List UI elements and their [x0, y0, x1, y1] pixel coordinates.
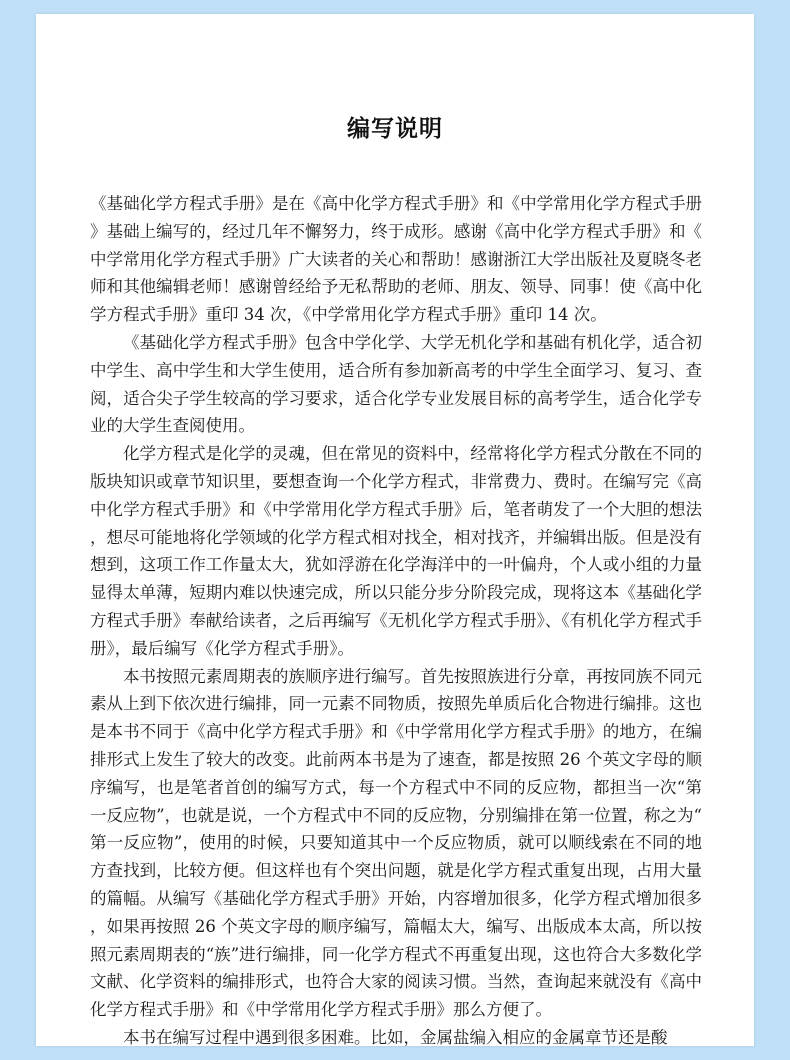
document-page	[36, 14, 754, 1046]
paragraph: 《基础化学方程式手册》是在《高中化学方程式手册》和《中学常用化学方程式手册》基础上编写的，经过几年不懈努力，终于成形。感谢《高中化学方程式手册》和《中学常用化学方程式手册》广大读者的关心和帮助！感谢浙江大学出版社及夏晓冬老师和其他编辑老师！感谢曾经给予无私帮助的老师、朋友、领导、同事！使《高中化学方程式手册》重印 34 次，《中学常用化学方程式手册》重印 14 次。	[90, 194, 702, 325]
paragraph: 化学方程式是化学的灵魂，但在常见的资料中，经常将化学方程式分散在不同的版块知识或章节知识里，要想查询一个化学方程式，非常费力、费时。在编写完《高中化学方程式手册》和《中学常用化学方程式手册》后，笔者萌发了一个大胆的想法，想尽可能地将化学领域的化学方程式相对找全，相对找齐，并编辑出版。但是没有想到，这项工作工作量太大，犹如浮游在化学海洋中的一叶偏舟，个人或小组的力量显得太单薄，短期内难以快速完成，所以只能分步分阶段完成，现将这本《基础化学方程式手册》奉献给读者，之后再编写《无机化学方程式手册》、《有机化学方程式手册》，最后编写《化学方程式手册》。	[90, 444, 702, 658]
paragraph: 本书在编写过程中遇到很多困难。比如，金属盐编入相应的金属章节还是酸	[123, 1027, 668, 1046]
page-title: 编写说明	[347, 116, 443, 142]
document-body	[90, 190, 702, 1046]
paragraph: 本书按照元素周期表的族顺序进行编写。首先按照族进行分章，再按同族不同元素从上到下依次进行编排，同一元素不同物质，按照先单质后化合物进行编排。这也是本书不同于《高中化学方程式手册》和《中学常用化学方程式手册》的地方，在编排形式上发生了较大的改变。此前两本书是为了速查，都是按照 26 个英文字母的顺序编写，也是笔者首创的编写方式，每一个方程式中不同的反应物，都担当一次“第一反应物”，也就是说，一个方程式中不同的反应物，分别编排在第一位置，称之为“第一反应物”，使用的时候，只要知道其中一个反应物质，就可以顺线索在不同的地方查找到，比较方便。但这样也有个突出问题，就是化学方程式重复出现，占用大量的篇幅。从编写《基础化学方程式手册》开始，内容增加很多，化学方程式增加很多，如果再按照 26 个英文字母的顺序编写，篇幅太大，编写、出版成本太高，所以按照元素周期表的“族”进行编排，同一化学方程式不再重复出现，这也符合大多数化学文献、化学资料的编排形式，也符合大家的阅读习惯。当然，查询起来就没有《高中化学方程式手册》和《中学常用化学方程式手册》那么方便了。	[90, 666, 702, 1020]
paragraph: 《基础化学方程式手册》包含中学化学、大学无机化学和基础有机化学，适合初中学生、高中学生和大学生使用，适合所有参加新高考的中学生全面学习、复习、查阅，适合尖子学生较高的学习要求，适合化学专业发展目标的高考学生，适合化学专业的大学生查阅使用。	[90, 332, 702, 436]
